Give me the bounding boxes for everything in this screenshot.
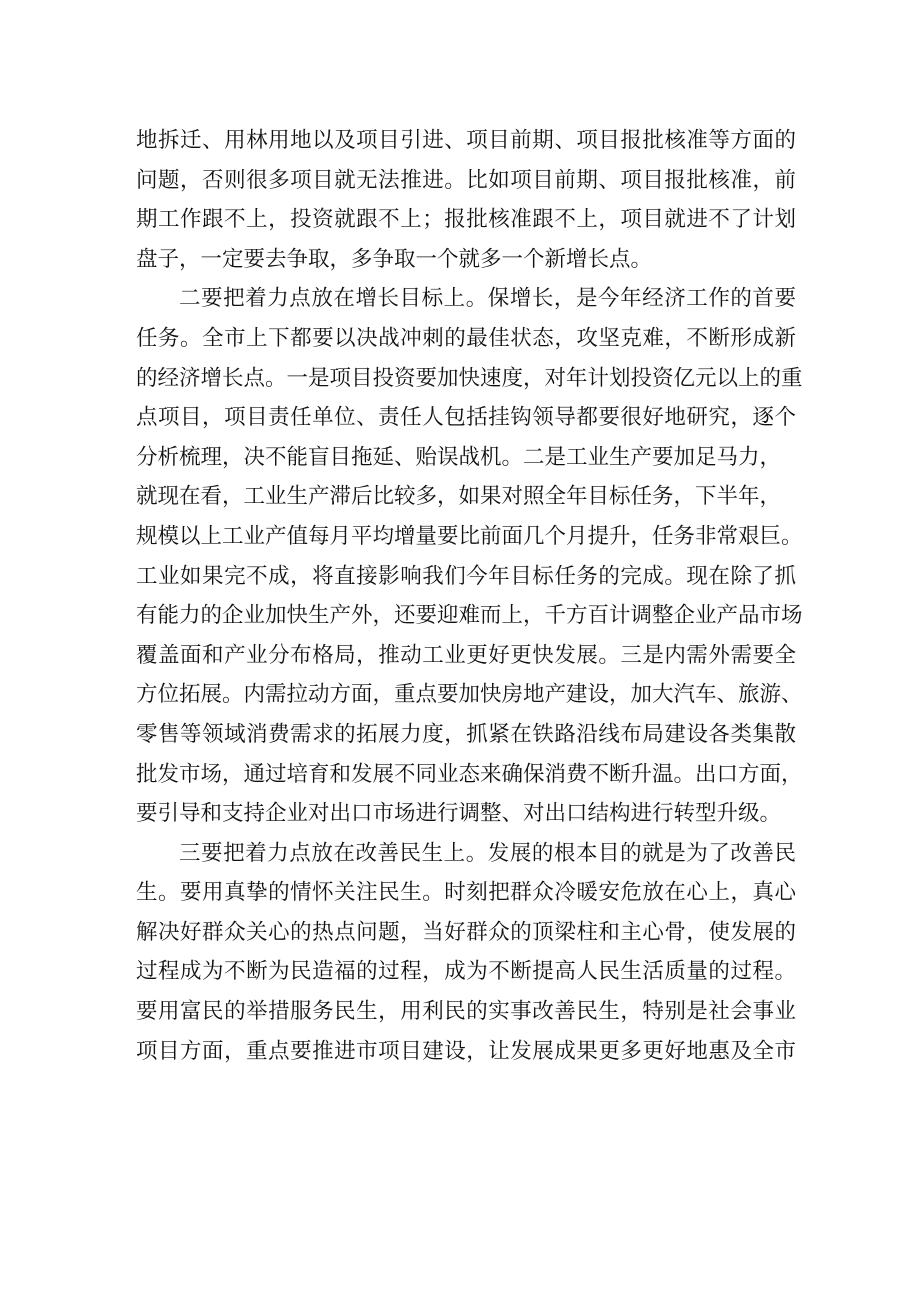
text-line: 任务。全市上下都要以决战冲刺的最佳状态，攻坚克难，不断形成新 xyxy=(136,325,796,351)
text-line: 批发市场，通过培育和发展不同业态来确保消费不断升温。出口方面， xyxy=(136,761,803,787)
text-line: 问题，否则很多项目就无法推进。比如项目前期、项目报批核准，前 xyxy=(136,167,796,193)
text-line: 工业如果完不成，将直接影响我们今年目标任务的完成。现在除了抓 xyxy=(136,563,796,589)
text-line: 有能力的企业加快生产外，还要迎难而上，千方百计调整企业产品市场 xyxy=(136,603,803,629)
text-line: 方位拓展。内需拉动方面，重点要加快房地产建设，加大汽车、旅游、 xyxy=(136,682,803,708)
text-line: 解决好群众关心的热点问题，当好群众的顶梁柱和主心骨，使发展的 xyxy=(136,919,796,945)
paragraph-1 xyxy=(136,121,796,279)
text-line: 三要把着力点放在改善民生上。发展的根本目的就是为了改善民 xyxy=(179,840,796,866)
text-line: 要引导和支持企业对出口市场进行调整、对出口结构进行转型升级。 xyxy=(136,801,782,827)
text-line: 项目方面，重点要推进市项目建设，让发展成果更多更好地惠及全市 xyxy=(136,1038,796,1064)
text-line: 期工作跟不上，投资就跟不上；报批核准跟不上，项目就进不了计划 xyxy=(136,207,796,233)
text-line: 就现在看，工业生产滞后比较多，如果对照全年目标任务，下半年， xyxy=(136,484,782,510)
text-line: 要用富民的举措服务民生，用利民的实事改善民生，特别是社会事业 xyxy=(136,999,796,1025)
text-line: 二要把着力点放在增长目标上。保增长，是今年经济工作的首要 xyxy=(179,286,796,312)
document-body xyxy=(136,121,803,1071)
text-line: 盘子，一定要去争取，多争取一个就多一个新增长点。 xyxy=(136,246,653,272)
text-line: 生。要用真挚的情怀关注民生。时刻把群众冷暖安危放在心上，真心 xyxy=(136,880,796,906)
text-line: 零售等领域消费需求的拓展力度，抓紧在铁路沿线布局建设各类集散 xyxy=(136,721,796,747)
text-line: 过程成为不断为民造福的过程，成为不断提高人民生活质量的过程。 xyxy=(136,959,796,985)
text-line: 覆盖面和产业分布格局，推动工业更好更快发展。三是内需外需要全 xyxy=(136,642,796,668)
paragraph-3 xyxy=(136,834,796,1072)
text-line: 地拆迁、用林用地以及项目引进、项目前期、项目报批核准等方面的 xyxy=(136,128,796,153)
paragraph-2 xyxy=(136,279,803,833)
text-line: 的经济增长点。一是项目投资要加快速度，对年计划投资亿元以上的重 xyxy=(136,365,803,391)
text-line: 点项目，项目责任单位、责任人包括挂钩领导都要很好地研究，逐个 xyxy=(136,405,796,431)
text-line: 分析梳理，决不能盲目拖延、贻误战机。二是工业生产要加足马力， xyxy=(136,444,782,470)
text-line: 规模以上工业产值每月平均增量要比前面几个月提升，任务非常艰巨。 xyxy=(136,523,803,549)
